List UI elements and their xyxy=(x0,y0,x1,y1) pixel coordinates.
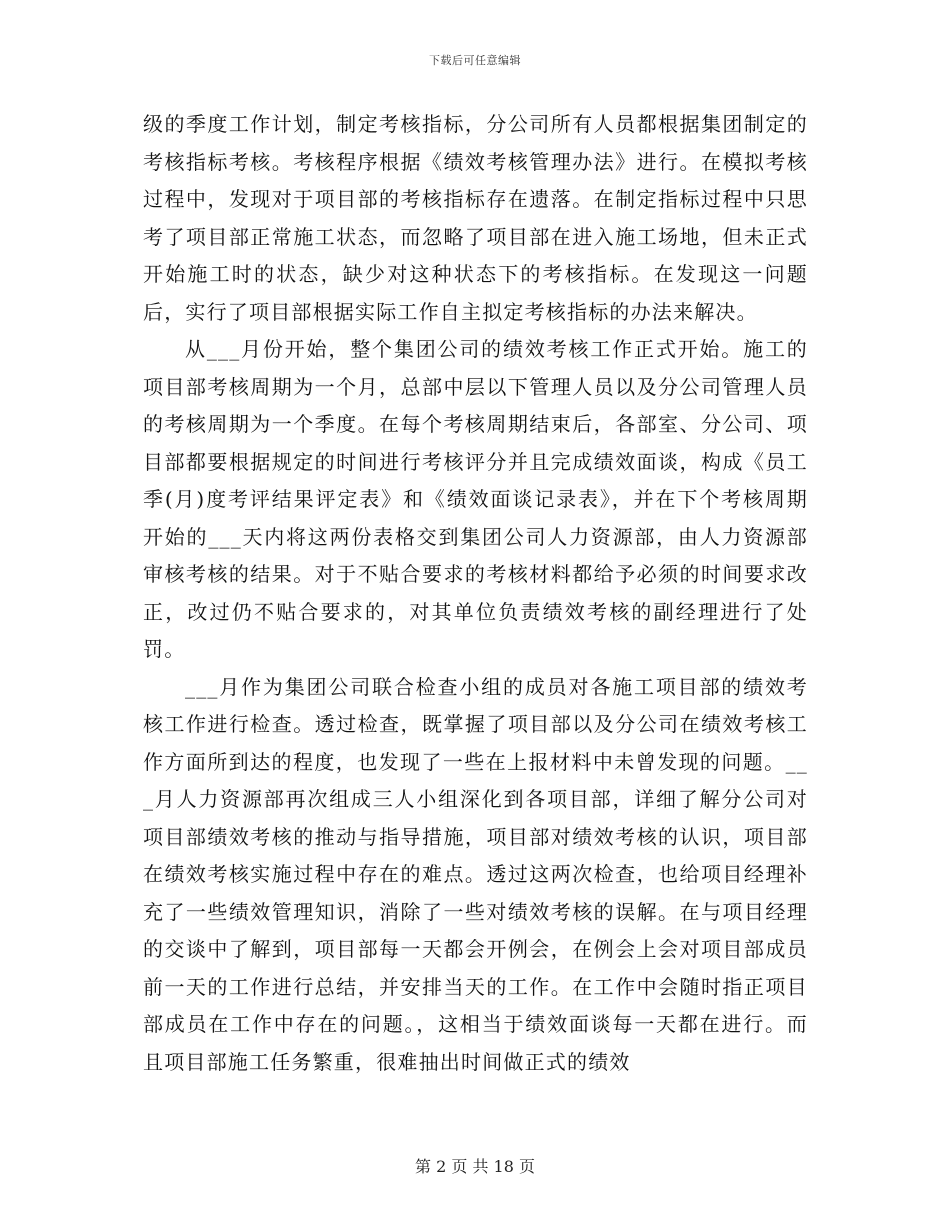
paragraph-3: ___月作为集团公司联合检查小组的成员对各施工项目部的绩效考核工作进行检查。透过检查，既掌握了项目部以及分公司在绩效考核工作方面所到达的程度，也发现了一些在上报材料中未曾发现的问题。___月人力资源部再次组成三人小组深化到各项目部，详细了解分公司对项目部绩效考核的推动与指导措施，项目部对绩效考核的认识，项目部在绩效考核实施过程中存在的难点。透过这两次检查，也给项目经理补充了一些绩效管理知识，消除了一些对绩效考核的误解。在与项目经理的交谈中了解到，项目部每一天都会开例会，在例会上会对项目部成员前一天的工作进行总结，并安排当天的工作。在工作中会随时指正项目部成员在工作中存在的问题。，这相当于绩效面谈每一天都在进行。而且项目部施工任务繁重，很难抽出时间做正式的绩效 xyxy=(143,674,808,1074)
page-footer: 第 2 页 共 18 页 xyxy=(415,1157,535,1176)
page-header: 下载后可任意编辑 xyxy=(429,54,521,67)
document-body xyxy=(143,106,808,1081)
paragraph-1: 级的季度工作计划，制定考核指标，分公司所有人员都根据集团制定的考核指标考核。考核程序根据《绩效考核管理办法》进行。在模拟考核过程中，发现对于项目部的考核指标存在遗落。在制定指标过程中只思考了项目部正常施工状态，而忽略了项目部在进入施工场地，但未正式开始施工时的状态，缺少对这种状态下的考核指标。在发现这一问题后，实行了项目部根据实际工作自主拟定考核指标的办法来解决。 xyxy=(143,112,808,324)
paragraph-2: 从___月份开始，整个集团公司的绩效考核工作正式开始。施工的项目部考核周期为一个月，总部中层以下管理人员以及分公司管理人员的考核周期为一个季度。在每个考核周期结束后，各部室、分公司、项目部都要根据规定的时间进行考核评分并且完成绩效面谈，构成《员工季(月)度考评结果评定表》和《绩效面谈记录表》，并在下个考核周期开始的___天内将这两份表格交到集团公司人力资源部，由人力资源部审核考核的结果。对于不贴合要求的考核材料都给予必须的时间要求改正，改过仍不贴合要求的，对其单位负责绩效考核的副经理进行了处罚。 xyxy=(143,337,808,661)
